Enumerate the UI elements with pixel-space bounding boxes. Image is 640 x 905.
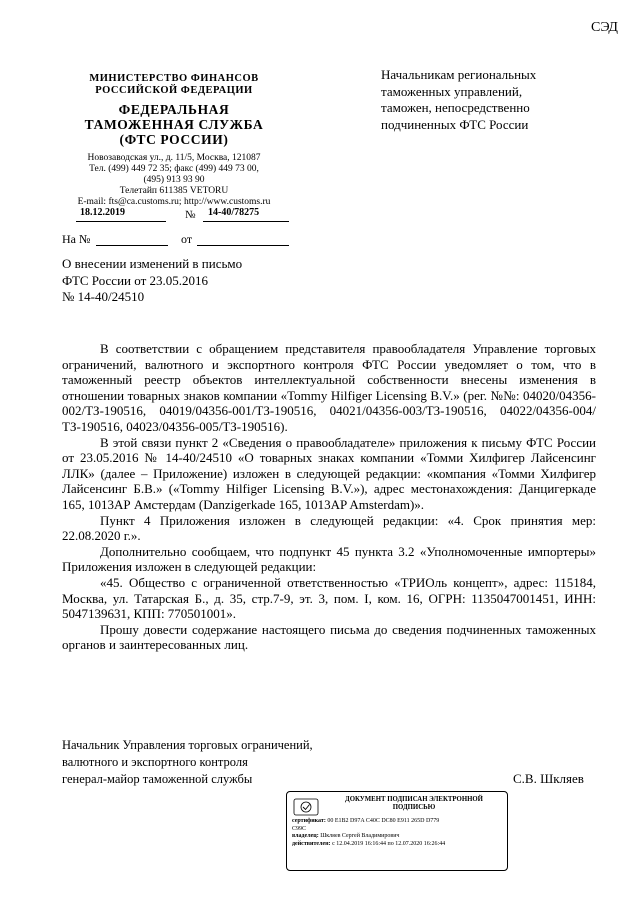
cert-value-continued: C99C (292, 825, 307, 832)
na-label: На № (62, 232, 91, 246)
owner-label: владелец: (292, 833, 319, 839)
stamp-title-line: ДОКУМЕНТ ПОДПИСАН ЭЛЕКТРОННОЙ (345, 796, 483, 803)
address-line: Тел. (499) 449 72 35; факс (499) 449 73 00, (89, 164, 259, 174)
service-line: (ФТС РОССИИ) (119, 132, 229, 147)
recipient-block (381, 67, 621, 133)
body-paragraph: Дополнительно сообщаем, что подпункт 45 пункта 3.2 «Уполномоченные импортеры» Приложения изложен в следующей редакции: (62, 543, 596, 575)
letter-subject (62, 256, 242, 306)
service-line: ТАМОЖЕННАЯ СЛУЖБА (84, 117, 264, 132)
signer-line: Начальник Управления торговых ограничений, (62, 738, 313, 752)
signer-name: С.В. Шкляев (513, 771, 584, 786)
stamp-details (292, 818, 502, 848)
valid-label: действителен: (292, 840, 331, 847)
subject-line: ФТС России от 23.05.2016 (62, 272, 209, 288)
ministry-line: РОССИЙСКОЙ ФЕДЕРАЦИИ (95, 85, 253, 96)
signer-line: валютного и экспортного контроля (62, 755, 248, 769)
service-line: ФЕДЕРАЛЬНАЯ (118, 102, 230, 117)
stamp-title-line: ПОДПИСЬЮ (392, 804, 436, 811)
signature-emblem-icon (293, 798, 319, 816)
address-block (58, 153, 290, 208)
registration-no-label: № (185, 209, 196, 221)
body-paragraph: Пункт 4 Приложения изложен в следующей редакции: «4. Срок принятия мер: 22.08.2020 г.». (62, 512, 596, 544)
date-underline (76, 221, 166, 222)
address-line: (495) 913 93 90 (143, 175, 205, 185)
body-paragraph: В этой связи пункт 2 «Сведения о правообладателе» приложения к письму ФТС России от 23.05.2016 № 14-40/24510 «О товарных знаках компании «Томми Хилфигер Лайсенсинг ЛЛК» (далее – Приложение) изложен в следующей редакции: «компания «Томми Хилфигер Лайсенсинг Б.В.» («Tommy Hilfiger Licensing B.V.»), адрес местонахождения: Данцигеркаде 165, 1013АР Амстердам (Danzigerkade 165, 1013AP Amsterdam)». (62, 434, 596, 512)
service-name (58, 102, 290, 147)
recipient-line: Начальникам региональных (381, 67, 537, 82)
letter-body (62, 341, 596, 653)
body-paragraph: Прошу довести содержание настоящего письма до сведения подчиненных таможенных органов и заинтересованных лиц. (62, 621, 596, 653)
cert-value: 00 E1B2 D97A C40C DC80 E911 265D D779 (327, 818, 440, 824)
owner-value: Шкляев Сергей Владимирович (320, 833, 400, 839)
ot-underline (197, 245, 289, 246)
letterhead (58, 73, 290, 208)
recipient-line: таможен, непосредственно (381, 100, 530, 115)
ot-label: от (181, 232, 193, 246)
ministry-line: МИНИСТЕРСТВО ФИНАНСОВ (89, 73, 259, 84)
subject-line: № 14-40/24510 (62, 289, 145, 304)
stamp-validity (292, 841, 502, 849)
address-line: Новозаводская ул., д. 11/5, Москва, 121087 (87, 153, 261, 163)
body-paragraph: В соответствии с обращением представителя правообладателя Управление торговых ограничений, валютного и экспортного контроля ФТС России уведомляет о том, что в таможенный реестр объектов интеллектуальной собственности внесены изменения в отношении товарных знаков компании «Tommy Hilfiger Licensing B.V.» (рег. №№: 04020/04356-002/ТЗ-190516, 04019/04356-001/ТЗ-190516, 04021/04356-003/ТЗ-190516, 04022/04356-004/ТЗ-190516, 04023/04356-005/ТЗ-190516). (62, 341, 596, 434)
electronic-signature-stamp (286, 791, 508, 871)
body-paragraph: «45. Общество с ограниченной ответственностью «ТРИОль концепт», адрес: 115184, Москва, ул. Татарская Б., д. 35, стр.7-9, эт. 3, пом. I, ком. 16, ОГРН: 1135047001451, ИНН: 5047139631, КПП: 770501001». (62, 574, 596, 622)
recipient-line: таможенных управлений, (381, 83, 523, 99)
subject-line: О внесении изменений в письмо (62, 256, 243, 271)
cert-label: сертификат: (292, 818, 326, 824)
signer-line: генерал-майор таможенной службы (62, 772, 253, 786)
registration-date: 18.12.2019 (80, 207, 125, 218)
recipient-line: подчиненных ФТС России (381, 116, 529, 132)
address-line: E-mail: fts@ca.customs.ru; http://www.customs.ru (77, 197, 271, 207)
sed-label: СЭД (591, 20, 618, 35)
registration-number: 14-40/78275 (208, 207, 260, 218)
na-underline (96, 245, 168, 246)
stamp-title (326, 796, 502, 812)
stamp-certificate (292, 818, 502, 826)
valid-value: с 12.04.2019 16:16:44 по 12.07.2020 16:26:44 (332, 840, 446, 847)
signer-position (62, 737, 313, 788)
stamp-owner (292, 833, 502, 841)
number-underline (203, 221, 289, 222)
ministry-name (58, 73, 290, 97)
address-line: Телетайп 611385 VETORU (119, 186, 229, 196)
